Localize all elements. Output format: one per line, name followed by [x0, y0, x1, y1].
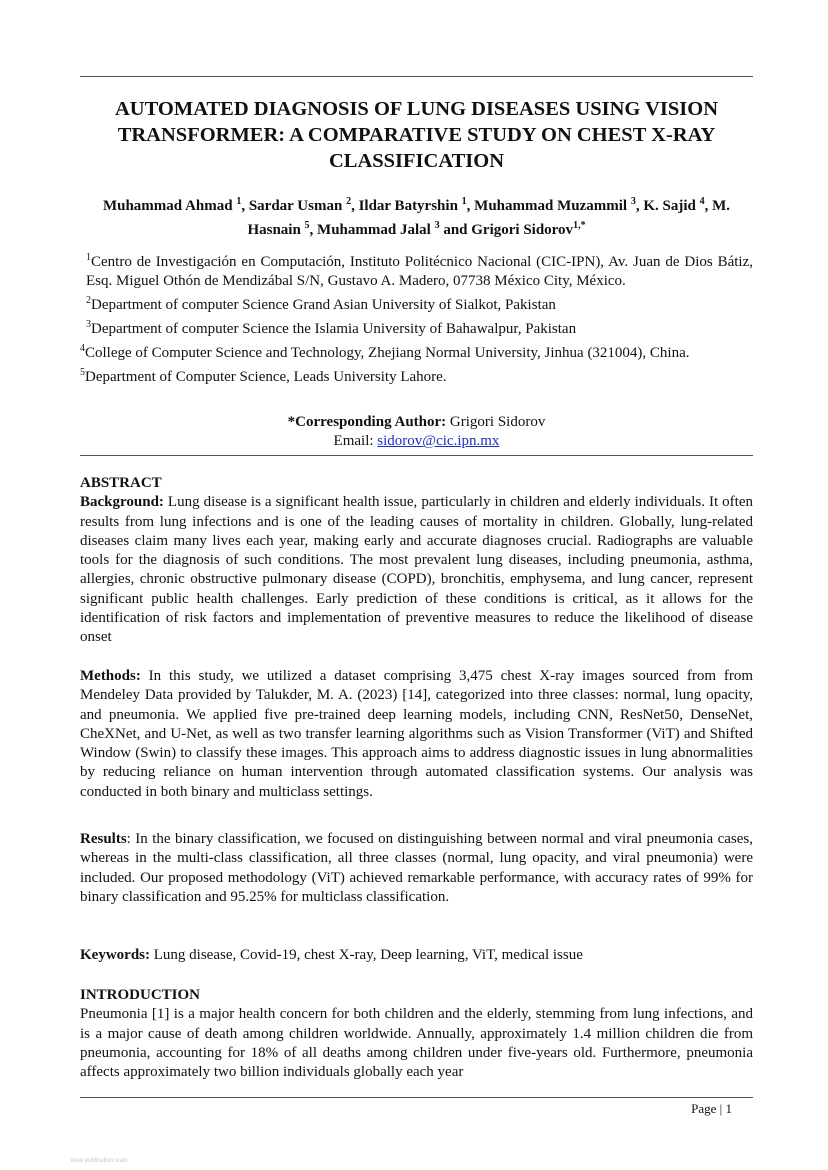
affiliations: [80, 248, 753, 387]
corresponding-name: Grigori Sidorov: [446, 414, 546, 430]
affiliation-5: $^5$Department of Computer Science, Leads University Lahore.: [80, 367, 447, 385]
author: K. Sajid $^4$: [643, 196, 705, 214]
abstract-heading: ABSTRACT: [80, 475, 162, 491]
author: Muhammad Ahmad $^1$: [102, 196, 242, 214]
author: Muhammad Muzammil $^3$: [474, 196, 636, 214]
introduction-section: [80, 986, 753, 1082]
introduction-heading: INTRODUCTION: [80, 987, 201, 1003]
abstract-results: Results: In the binary classification, we focused on distinguishing between normal and viral pneumonia cases, whereas in the multi-class classification, all three classes (normal, lung opacity, and viral pneumonia) were included. Our proposed methodology (ViT) achieved remarkable performance, with accuracy rates of 99% for binary classification and 95.25% for multiclass classification.: [80, 831, 753, 905]
author: Ildar Batyrshin $^1$: [358, 196, 467, 214]
affiliation-1: $^1$Centro de Investigación en Computación, Instituto Politécnico Nacional (CIC-IPN), Av. Juan de Dios Bátiz, Esq. Miguel Othón de Mendizábal S/N, Gustavo A. Madero, 07738 México City, México.: [86, 252, 753, 289]
keywords: Keywords: Lung disease, Covid-19, chest X-ray, Deep learning, ViT, medical issue: [80, 947, 583, 963]
page-number: Page | 1: [691, 1101, 732, 1116]
introduction-text: Pneumonia [1] is a major health concern for both children and the elderly, stemming from lung infections, and is a major cause of death among children worldwide. Annually, approximately 1.4 million children die from pneumonia, accounting for 18% of all deaths among children under five-years old. Furthermore, pneumonia affects approximately two billion individuals globally each year: [80, 1006, 753, 1081]
footer-rule: [80, 1097, 753, 1098]
paper-title: AUTOMATED DIAGNOSIS OF LUNG DISEASES USING VISION TRANSFORMER: A COMPARATIVE STUDY ON CHEST X-RAY CLASSIFICATION: [115, 98, 718, 172]
abstract-background: Background: Lung disease is a significant health issue, particularly in children and elderly individuals. It often results from lung infections and is one of the leading causes of mortality in children. Globally, lung-related diseases claim many lives each year, making early and accurate diagnoses crucial. Radiographs are valuable tools for the diagnosis of such conditions. The most prevalent lung diseases, including pneumonia, asthma, allergies, chronic obstructive pulmonary disease (COPD), bronchitis, emphysema, and lung cancer, represent significant public health challenges. Early prediction of these conditions is critical, as it allows for the identification of risk factors and implementation of preventive measures to reduce the likelihood of disease onset: [80, 494, 753, 646]
email-link[interactable]: sidorov@cic.ipn.mx: [377, 433, 500, 449]
affiliation-4: $^4$College of Computer Science and Technology, Zhejiang Normal University, Jinhua (321004), China.: [80, 343, 690, 361]
affiliation-3: $^3$Department of computer Science the Islamia University of Bahawalpur, Pakistan: [86, 319, 577, 337]
author: Muhammad Jalal $^3$: [317, 220, 440, 238]
email-label: Email:: [333, 433, 378, 449]
abstract-section: [80, 474, 753, 648]
publication-watermark[interactable]: View publication stats: [70, 1158, 128, 1164]
corresponding-author: [80, 413, 753, 451]
author: Grigori Sidorov$^{1,*}$: [471, 220, 586, 238]
author-list: Muhammad Ahmad $^1$, Sardar Usman $^2$, Ildar Batyrshin $^1$, Muhammad Muzammil $^3$, K. Sajid $^4$, M. Hasnain $^5$, Muhammad Jalal $^3$ and Grigori Sidorov$^{1,*}$: [102, 196, 731, 238]
affiliation-2: $^2$Department of computer Science Grand Asian University of Sialkot, Pakistan: [86, 295, 556, 313]
top-rule: [80, 76, 753, 77]
author: Sardar Usman $^2$: [248, 196, 352, 214]
abstract-methods: Methods: In this study, we utilized a dataset comprising 3,475 chest X-ray images sourced from from Mendeley Data provided by Talukder, M. A. (2023) [14], categorized into three classes: normal, lung opacity, and pneumonia. We applied five pre-trained deep learning models, including CNN, ResNet50, DenseNet, CheXNet, and U-Net, as well as two transfer learning algorithms such as Vision Transformer (ViT) and Shifted Window (Swin) to classify these images. This approach aims to address diagnostic issues in lung abnormalities by reducing reliance on human intervention through automated classification systems. Our analysis was conducted in both binary and multiclass settings.: [80, 668, 753, 800]
author: M. Hasnain $^5$: [247, 198, 731, 238]
section-rule: [80, 455, 753, 456]
corresponding-label: *Corresponding Author:: [287, 414, 447, 430]
